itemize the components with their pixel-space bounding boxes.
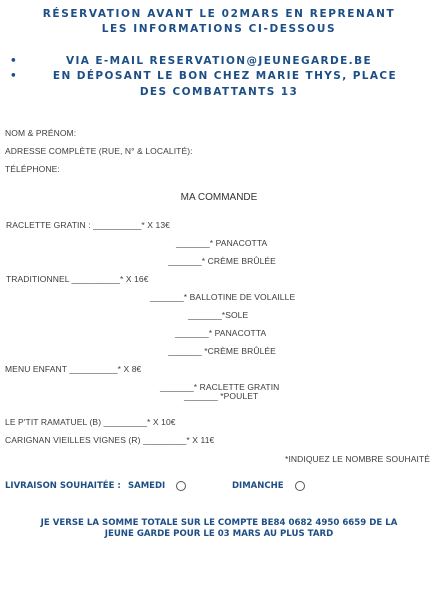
- order-trad-panacotta: _______* PANACOTTA: [175, 328, 267, 338]
- order-raclette: RACLETTE GRATIN : __________* X 13€: [6, 220, 170, 230]
- bullet-email: VIA E-MAIL RESERVATION@JEUNEGARDE.BE: [65, 55, 373, 67]
- order-title: MA COMMANDE: [180, 192, 258, 203]
- order-note: *INDIQUEZ LE NOMBRE SOUHAITÉ: [285, 454, 430, 464]
- bullet-deposit-line-2: DES COMBATTANTS 13: [139, 86, 299, 98]
- address-field-label: ADRESSE COMPLÈTE (RUE, N° & LOCALITÉ):: [5, 146, 193, 156]
- header-line-2: LES INFORMATIONS CI-DESSOUS: [101, 23, 337, 35]
- bullet-deposit-line-1: EN DÉPOSANT LE BON CHEZ MARIE THYS, PLACE: [52, 70, 398, 82]
- order-trad-sole: _______*SOLE: [188, 310, 249, 320]
- delivery-option-dimanche-label: DIMANCHE: [232, 481, 284, 491]
- phone-field-label: TÉLÉPHONE:: [5, 164, 60, 174]
- order-menu-enfant: MENU ENFANT __________* X 8€: [5, 364, 142, 374]
- order-trad-creme: _______ *CRÈME BRÛLÉE: [168, 346, 276, 356]
- order-raclette-creme: _______* CRÈME BRÛLÉE: [168, 256, 276, 266]
- bullet-marker-1: •: [10, 55, 19, 67]
- order-raclette-panacotta: _______* PANACOTTA: [176, 238, 268, 248]
- header-line-1: RÉSERVATION AVANT LE 02MARS EN REPRENANT: [42, 8, 396, 20]
- delivery-dimanche-radio[interactable]: [295, 481, 305, 491]
- order-wine-carignan: CARIGNAN VIEILLES VIGNES (R) _________* X 11€: [5, 435, 215, 445]
- bullet-marker-2: •: [10, 70, 19, 82]
- delivery-samedi-radio[interactable]: [176, 481, 186, 491]
- order-enfant-raclette: _______* RACLETTE GRATIN: [160, 382, 280, 392]
- order-traditionnel: TRADITIONNEL __________* X 16€: [6, 274, 149, 284]
- order-trad-ballotine: _______* BALLOTINE DE VOLAILLE: [150, 292, 296, 302]
- order-wine-ramatuel: LE P'TIT RAMATUEL (B) _________* X 10€: [5, 417, 176, 427]
- delivery-option-samedi-label: SAMEDI: [128, 481, 166, 491]
- order-enfant-poulet: _______ *POULET: [184, 391, 259, 401]
- footer-line-2: JEUNE GARDE POUR LE 03 MARS AU PLUS TARD: [104, 529, 334, 539]
- footer-line-1: JE VERSE LA SOMME TOTALE SUR LE COMPTE BE84 0682 4950 6659 DE LA: [40, 518, 398, 528]
- name-field-label: NOM & PRÉNOM:: [5, 128, 77, 138]
- delivery-label: LIVRAISON SOUHAITÉE :: [5, 481, 121, 491]
